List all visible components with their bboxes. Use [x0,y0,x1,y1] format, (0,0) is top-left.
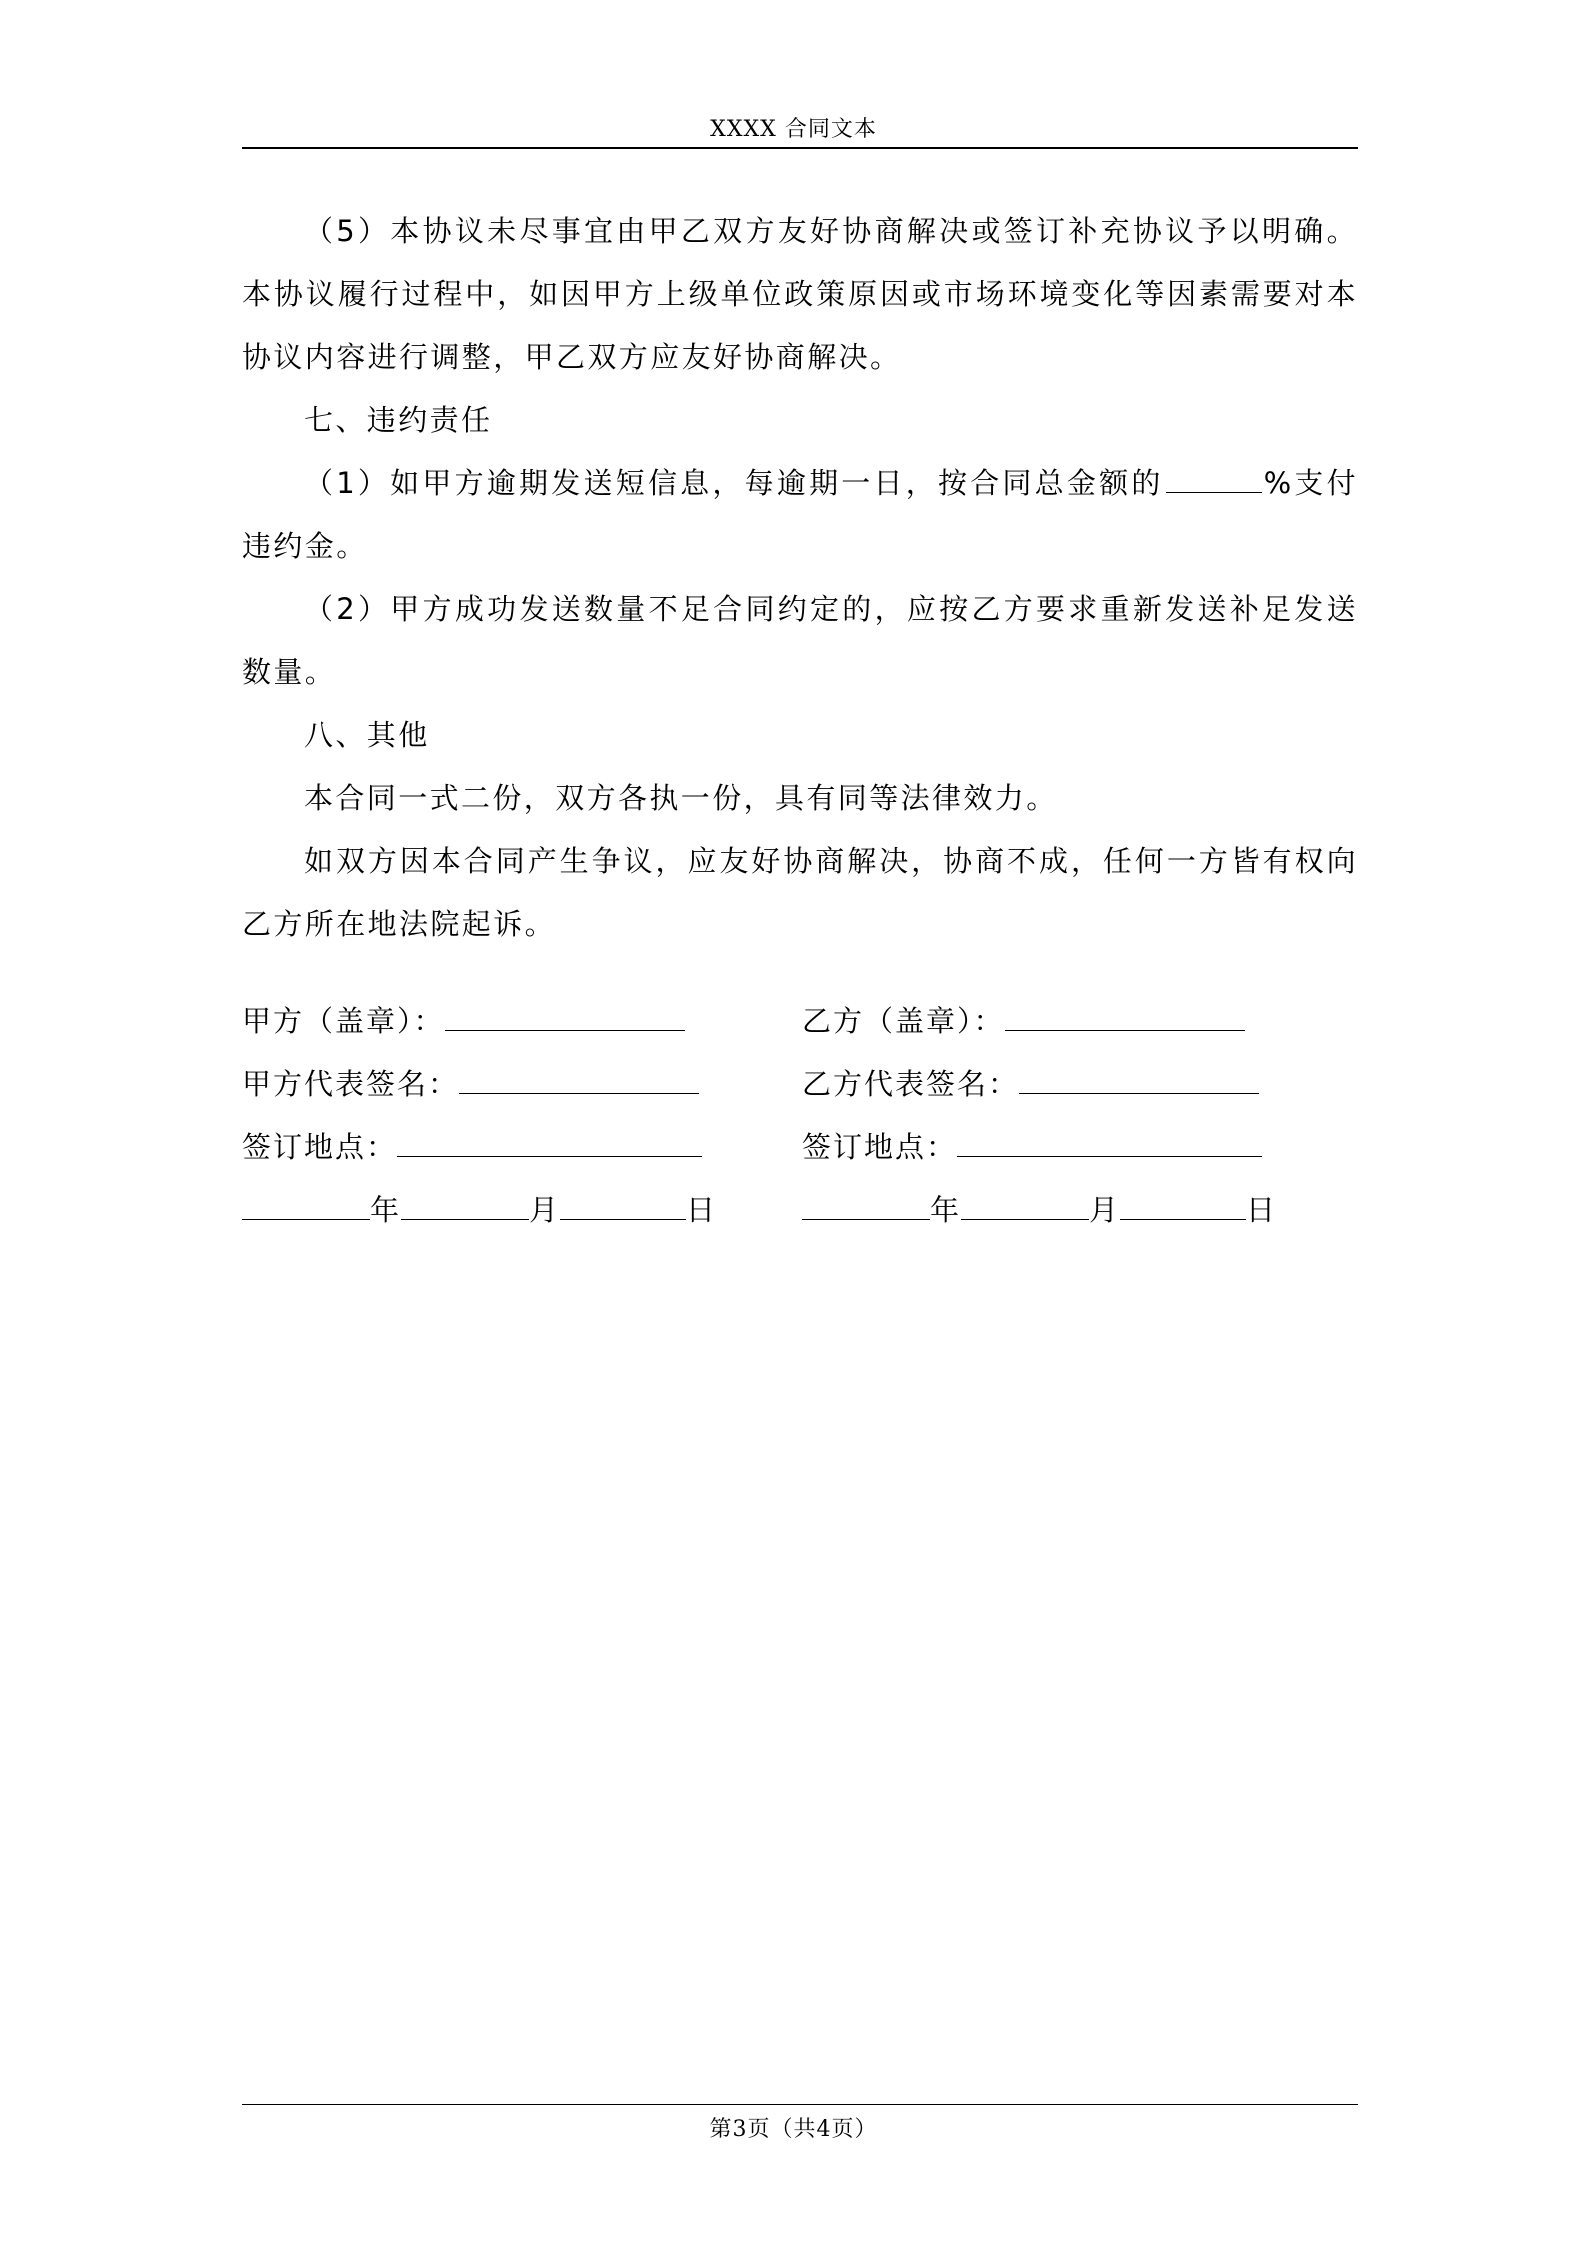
party-a-place [242,1116,702,1179]
signature-row-place [242,1116,1358,1179]
party-b-rep-field[interactable] [1019,1067,1259,1094]
party-a-seal-label: 甲方（盖章）： [242,1004,445,1038]
signature-row-seal [242,990,1358,1053]
penalty-clause-text-after: %支付违约金。 [242,466,1358,563]
paragraph-penalty-clause [242,452,1358,578]
signature-row-rep [242,1053,1358,1116]
party-b-rep [802,1053,1259,1116]
party-b-place-label: 签订地点： [802,1130,958,1164]
party-a-rep [242,1053,699,1116]
party-b-day-label: 日 [1246,1193,1278,1227]
party-b-seal-field[interactable] [1005,1004,1245,1031]
signature-row-date [242,1179,1358,1242]
party-b-seal [802,990,1245,1053]
party-a-month-label: 月 [529,1193,561,1227]
party-b-date [802,1179,1277,1242]
party-a-date [242,1179,717,1242]
party-b-seal-label: 乙方（盖章）： [802,1004,1005,1038]
party-b-year-field[interactable] [802,1193,930,1220]
party-b-year-label: 年 [930,1193,962,1227]
party-a-place-field[interactable] [397,1130,702,1157]
page-number: 第3页（共4页） [709,2117,878,2142]
party-b-place-field[interactable] [957,1130,1262,1157]
party-a-year-label: 年 [370,1193,402,1227]
party-b-month-label: 月 [1089,1193,1121,1227]
party-a-day-label: 日 [686,1193,718,1227]
party-a-rep-label: 甲方代表签名： [242,1067,460,1101]
header-divider [242,147,1358,149]
party-a-place-label: 签订地点： [242,1130,398,1164]
party-b-rep-label: 乙方代表签名： [802,1067,1020,1101]
signature-block [242,990,1358,1242]
section-heading-other: 八、其他 [304,718,430,752]
penalty-rate-blank[interactable] [1166,468,1262,493]
contract-body [242,200,1358,956]
party-b-day-field[interactable] [1120,1193,1246,1220]
paragraph-copies: 本合同一式二份，双方各执一份，具有同等法律效力。 [304,781,1058,815]
party-a-year-field[interactable] [242,1193,370,1220]
party-a-day-field[interactable] [560,1193,686,1220]
party-a-month-field[interactable] [401,1193,529,1220]
party-b-place [802,1116,1262,1179]
footer-divider [242,2104,1358,2105]
paragraph-clause-5: （5）本协议未尽事宜由甲乙双方友好协商解决或签订补充协议予以明确。本协议履行过程中，如因甲方上级单位政策原因或市场环境变化等因素需要对本协议内容进行调整，甲乙双方应友好协商解决。 [242,214,1358,374]
penalty-clause-text-before: （1）如甲方逾期发送短信息，每逾期一日，按合同总金额的 [304,466,1164,500]
header-title: XXXX 合同文本 [710,117,877,142]
party-a-seal [242,990,685,1053]
paragraph-dispute: 如双方因本合同产生争议，应友好协商解决，协商不成，任何一方皆有权向乙方所在地法院起诉。 [242,844,1358,941]
party-a-rep-field[interactable] [459,1067,699,1094]
section-heading-breach: 七、违约责任 [304,403,493,437]
paragraph-clause-2: （2）甲方成功发送数量不足合同约定的，应按乙方要求重新发送补足发送数量。 [242,592,1358,689]
party-b-month-field[interactable] [961,1193,1089,1220]
party-a-seal-field[interactable] [445,1004,685,1031]
